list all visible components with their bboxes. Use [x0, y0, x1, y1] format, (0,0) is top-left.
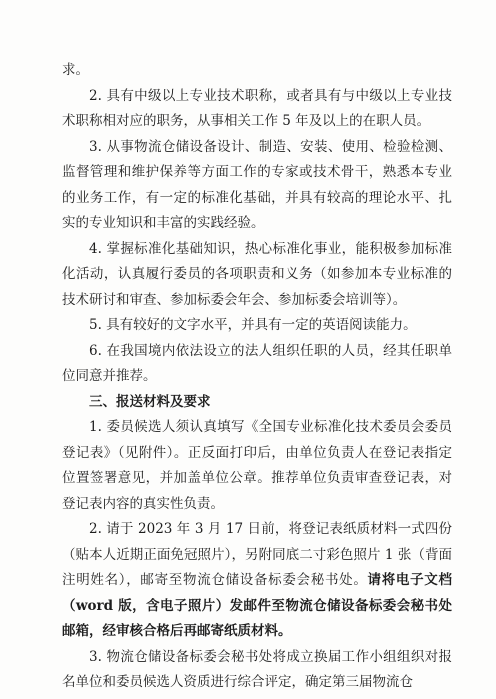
material-2-normal-text: 2. 请于 2023 年 3 月 17 日前，将登记表纸质材料一式四份（贴本人近期正面免冠照片），另附同底二寸彩色照片 1 张（背面注明姓名），邮寄至物流仓储设备标委会秘书处。 [62, 521, 452, 588]
paragraph-item-2: 2. 具有中级以上专业技术职称，或者具有与中级以上专业技术职称相对应的职务，从事相关工作 5 年及以上的在职人员。 [62, 87, 452, 129]
material-2-bold-text: 请将电子文档（word 版，含电子照片）发邮件至物流仓储设备标委会秘书处邮箱，经审核合格后再邮寄纸质材料。 [62, 572, 453, 639]
section-heading-materials: 三、报送材料及要求 [89, 393, 211, 410]
paragraph-material-2 [62, 517, 452, 645]
paragraph-material-3: 3. 物流仓储设备标委会秘书处将成立换届工作小组组织对报名单位和委员候选人资质进行综合评定，确定第三届物流仓 [62, 648, 452, 690]
document-body [62, 58, 452, 696]
paragraph-item-3: 3. 从事物流仓储设备设计、制造、安装、使用、检验检测、监督管理和维护保养等方面工作的专家或技术骨干，熟悉本专业的业务工作，有一定的标准化基础，并具有较高的理论水平、扎实的专业知识和丰富的实践经验。 [62, 138, 452, 231]
paragraph-continuation: 求。 [62, 62, 89, 78]
paragraph-item-5: 5. 具有较好的文字水平，并具有一定的英语阅读能力。 [89, 317, 417, 333]
paragraph-item-6: 6. 在我国境内依法设立的法人组织任职的人员，经其任职单位同意并推荐。 [62, 342, 452, 384]
paragraph-item-4: 4. 掌握标准化基础知识，热心标准化事业，能积极参加标准化活动，认真履行委员的各项职责和义务（如参加本专业标准的技术研讨和审查、参加标委会年会、参加标委会培训等）。 [62, 240, 452, 308]
paragraph-material-1: 1. 委员候选人须认真填写《全国专业标准化技术委员会委员登记表》（见附件）。正反面打印后，由单位负责人在登记表指定位置签署意见，并加盖单位公章。推荐单位负责审查登记表，对登记表内容的真实性负责。 [62, 419, 452, 512]
